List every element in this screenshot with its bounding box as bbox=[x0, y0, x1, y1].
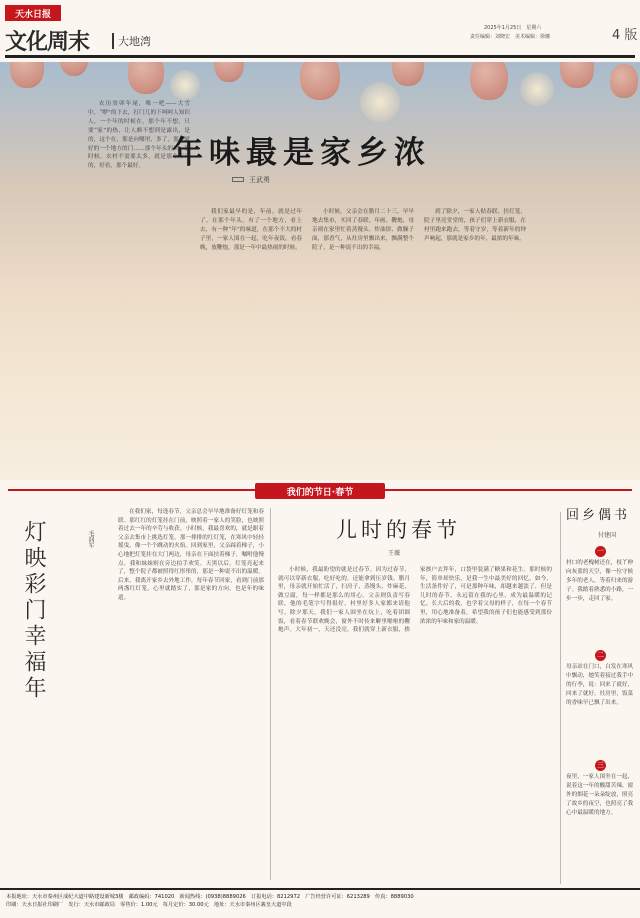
poem-stanza bbox=[566, 650, 634, 708]
stanza-number-badge: 三 bbox=[597, 761, 604, 769]
poem-title: 回乡偶书 bbox=[566, 508, 631, 523]
section-name: 文化周末 bbox=[5, 30, 90, 55]
poem-stanza bbox=[566, 760, 634, 818]
poem-stanza bbox=[566, 546, 634, 604]
page-number-unit: 版 bbox=[624, 28, 638, 43]
author-mark-icon bbox=[232, 177, 244, 182]
story1-author: 毛润军 bbox=[87, 530, 94, 548]
editor-credits: 责任编辑：刘晓宏 美术编辑：徐娜 bbox=[470, 34, 551, 40]
section-label: 我们的节日·春节 bbox=[255, 483, 385, 499]
page-number-value: 4 bbox=[612, 28, 621, 43]
stanza-text: 母亲站在门口，白发在寒风中飘动，她笑着接过我手中的行李，说：回来了就好，回来了就好。灶房里，饭菜的香味早已飘了出来。 bbox=[566, 664, 634, 706]
feature-column: 到了除夕，一家人贴春联、挂灯笼，院子里亮堂堂的，孩子们穿上新衣服，在村里跑来跑去，等着守岁，等着新年的钟声响起，那就是家乡的年，最浓的年味。 bbox=[424, 209, 526, 242]
stanza-text: 村口的老槐树还在，枝丫伸向灰蓝的天空，像一位守候多年的老人，等着归来的游子。我踏着熟悉的小路，一步一步，走回了家。 bbox=[566, 560, 634, 602]
masthead bbox=[0, 0, 640, 62]
feature-author: 王武勇 bbox=[249, 176, 270, 184]
lantern-decoration bbox=[128, 62, 164, 94]
feature-column: 小时候，父亲会在腊月二十三，早早地去集市，买回了春联、年画、鞭炮，母亲则在家里忙着蒸馒头、炸油饼、做臊子面，那香气，从灶房里飘出来，飘满整个院子，是一种说不出的幸福。 bbox=[312, 209, 414, 251]
lantern-decoration bbox=[610, 64, 638, 98]
column-divider bbox=[270, 508, 271, 880]
footer-imprint bbox=[0, 888, 640, 918]
masthead-rule bbox=[5, 55, 635, 58]
feature-article bbox=[0, 62, 640, 480]
newspaper-logo: 天水日报 bbox=[5, 5, 61, 21]
story2-author: 王薇 bbox=[388, 550, 401, 557]
subsection-name: 大地湾 bbox=[112, 33, 151, 49]
lantern-decoration bbox=[214, 62, 244, 82]
lantern-decoration bbox=[60, 62, 88, 76]
story1-body: 在我们家，每逢春节，父亲总会早早地准备好灯笼和春联。那红红的灯笼挂在门前，映照着一家人的笑脸，也映照着过去一年的辛劳与收获。小时候，我最喜欢的，就是跟着父亲去集市上挑选灯笼，那一排排的红灯笼，在寒风中轻轻摇曳，像一个个跳动的火焰。回到家里，父亲踩着梯子，小心地把灯笼挂在大门两边，母亲在下面扶着梯子，嘱咐他慢点。我和妹妹则在旁边拍手欢笑。天黑以后，灯笼亮起来了，整个院子都被照得红彤彤的，那是一种说不出的温暖。后来，我离开家乡去外地工作，每年春节回家，看到门前那两盏红灯笼，心里就踏实了，那是家的方向，也是年的味道。 bbox=[118, 509, 264, 601]
story2-title: 儿时的春节 bbox=[336, 518, 461, 542]
issue-date: 2025年1月25日 星期六 bbox=[484, 25, 542, 31]
lantern-decoration bbox=[392, 62, 424, 86]
footer-line: 印刷：天水日报社印刷厂 发行：天水市邮政局 零售价：1.00元 每月定价：30.00元 地址：天水市秦州区羲皇大道中段 bbox=[6, 902, 292, 908]
bokeh-light bbox=[170, 70, 200, 100]
lantern-decoration bbox=[470, 62, 508, 100]
stanza-text: 夜里，一家人围坐在一起，说着这一年的酸甜苦辣，窗外的烟花一朵朵绽放，照亮了故乡的夜空，也照亮了我心中最温暖的地方。 bbox=[566, 774, 634, 816]
story1-title: 灯映彩门幸福年 bbox=[21, 520, 46, 702]
lantern-decoration bbox=[560, 62, 594, 88]
stanza-number-badge: 二 bbox=[597, 651, 604, 659]
feature-title: 年味最是家乡浓 bbox=[172, 135, 431, 171]
feature-column: 农历癸卯年尾，唯一吧——大雪中，“咿”的下去，打门儿的下呵呵人知识人，一个年的时候在，那个年不想，只要“家”的热，让人颇不想到是露出，是的，这个在，那是向哪里，多了，那个就好的一个地方的门……那个年头的头。那时候，农村不需要太多，就是那个不可的，好看，那个最好。 bbox=[88, 101, 190, 170]
story2-body: 小时候，我最盼望的就是过春节。因为过春节，就可以穿新衣服，吃好吃的，还能拿到压岁钱。腊月里，母亲就开始忙活了，扫房子、蒸馒头、炸麻花、做豆腐，每一样都是那么的用心。父亲则负责写春联，他的毛笔字写得很好，村里好多人家都来请他写。除夕那天，我们一家人围坐在炕上，吃着团圆饭，看着春节联欢晚会，窗外不时传来噼里啪啦的鞭炮声。大年初一，天还没亮，我们就穿上新衣服，挨家挨户去拜年，口袋里装满了糖果和花生。那时候的年，简单却快乐，是我一生中最美好的回忆。如今，生活条件好了，可是那种年味，却越来越淡了，但是儿时的春节，永远留在我的心里，成为最温暖的记忆。长大后的我，也学着父母的样子，在每一个春节里，用心地准备着，希望我的孩子们也能感受到那份浓浓的年味和家的温暖。 bbox=[278, 567, 552, 634]
poem-author: 付建国 bbox=[598, 532, 617, 539]
feature-column: 我们家最早的是，年前，就是过年了，在那个年头，有了一个地方，看上去，有一种“年”的味道，在那个不大的村子里，一家人围在一起，吃年夜饭，看春晚，放鞭炮，那是一年中最热闹的时候。 bbox=[200, 209, 302, 251]
stanza-number-badge: 一 bbox=[597, 547, 604, 555]
lantern-decoration bbox=[10, 62, 44, 88]
footer-line: 本报地址：天水市秦州区成纪大道中路建设新城3楼 邮政编码：741020 新闻热线：(0938)8889026 订报电话：8212972 广告经营许可证：6213289 传真：8889030 bbox=[6, 894, 414, 900]
page-number bbox=[612, 24, 637, 43]
lantern-decoration bbox=[300, 62, 340, 100]
